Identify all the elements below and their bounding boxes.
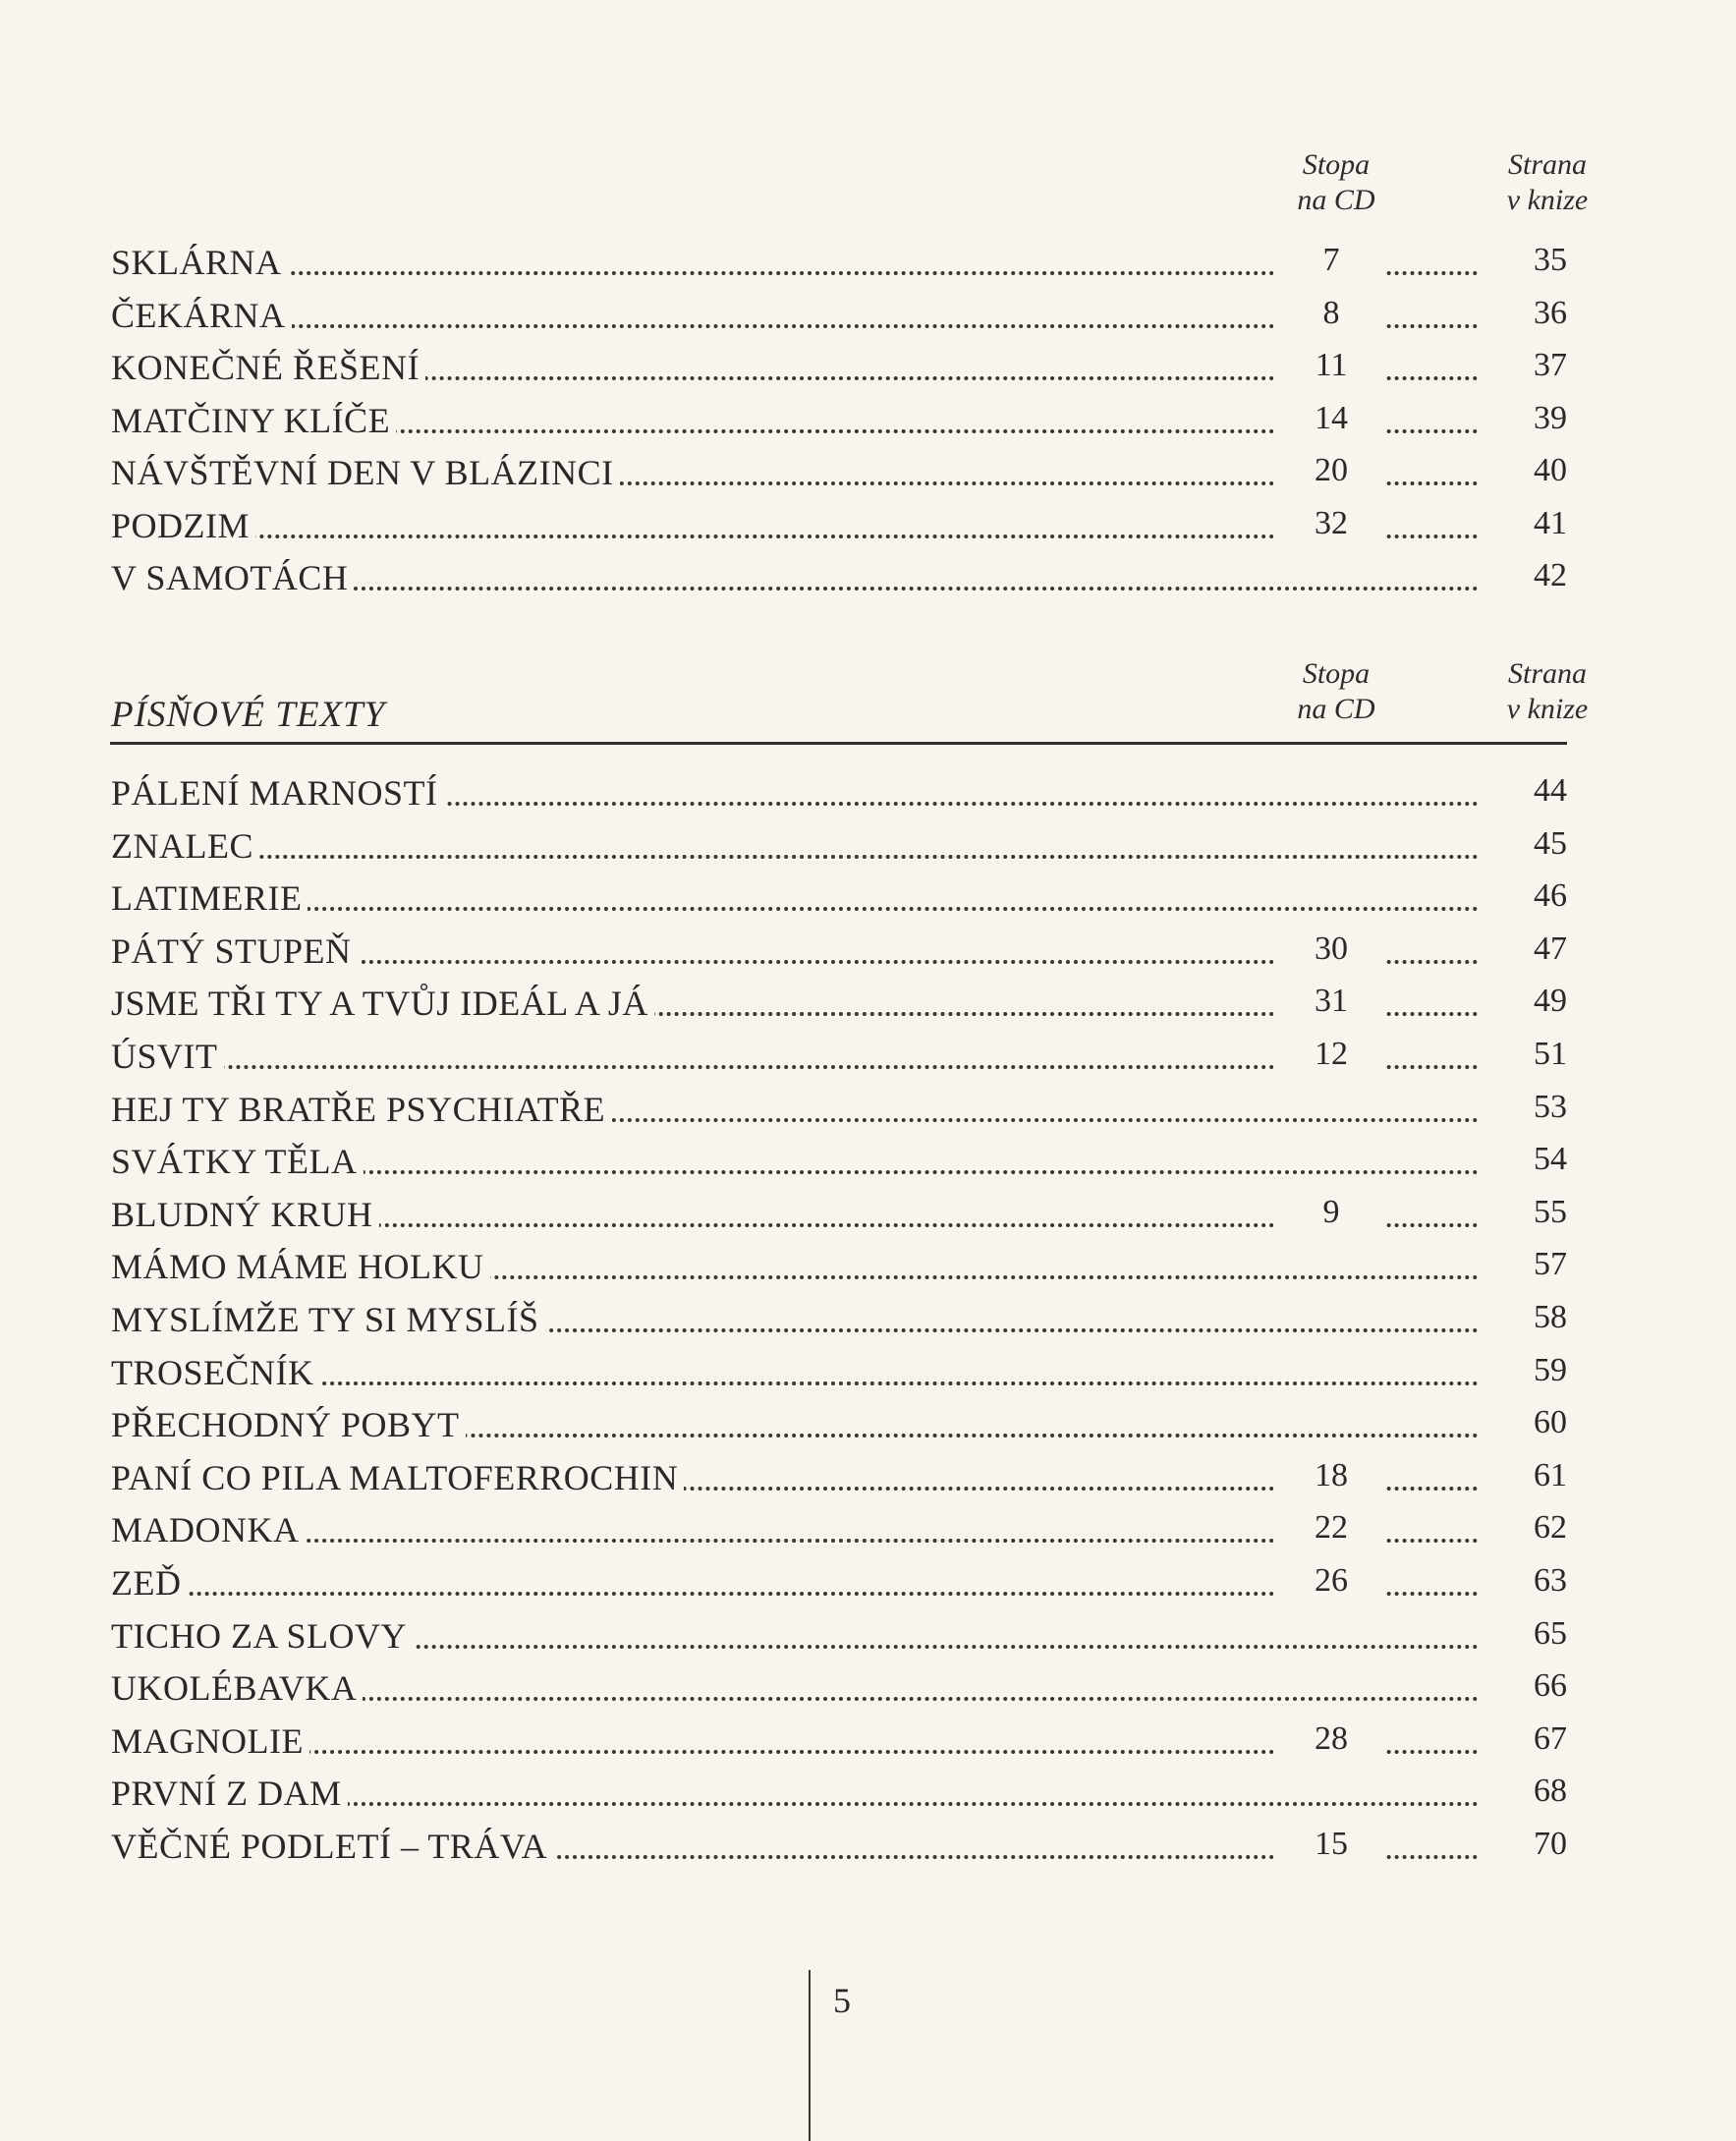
toc-entry-page: 41 — [1488, 505, 1567, 542]
toc-entry — [111, 394, 1567, 443]
dot-leader — [111, 1539, 1479, 1543]
toc-entry — [111, 925, 1567, 974]
toc-entry — [111, 1293, 1567, 1342]
toc-entry-page: 36 — [1488, 295, 1567, 332]
toc-entry — [111, 819, 1567, 869]
toc-entry-page: 60 — [1488, 1404, 1567, 1441]
toc-entry — [111, 1662, 1567, 1711]
toc-entry-cd-track: 30 — [1277, 930, 1385, 968]
toc-entry-page: 45 — [1488, 825, 1567, 863]
toc-entry-cd-track: 20 — [1277, 452, 1385, 489]
toc-entry-page: 70 — [1488, 1826, 1567, 1863]
toc-entry-cd-track: 12 — [1277, 1036, 1385, 1073]
toc-entry-title: BLUDNÝ KRUH — [111, 1194, 379, 1235]
toc-entry-title: JSME TŘI TY A TVŮJ IDEÁL A JÁ — [111, 983, 654, 1024]
toc-entry — [111, 1346, 1567, 1395]
toc-entry-page: 65 — [1488, 1615, 1567, 1653]
toc-entry-page: 54 — [1488, 1141, 1567, 1178]
dot-leader — [111, 1750, 1479, 1754]
toc-entry-cd-track: 31 — [1277, 983, 1385, 1020]
toc-entry-cd-track: 8 — [1277, 295, 1385, 332]
toc-entry-title: PÁLENÍ MARNOSTÍ — [111, 772, 444, 814]
toc-entry — [111, 977, 1567, 1026]
toc-entry — [111, 499, 1567, 548]
toc-entry-title: PODZIM — [111, 505, 255, 546]
toc-entry-page: 51 — [1488, 1036, 1567, 1073]
toc-entry-cd-track: 18 — [1277, 1457, 1385, 1494]
toc-entry — [111, 551, 1567, 600]
dot-leader — [111, 271, 1479, 275]
column-header-stopa-2 — [1258, 656, 1415, 727]
column-header-strana — [1469, 147, 1626, 218]
toc-entry — [111, 1188, 1567, 1237]
toc-entry — [111, 1135, 1567, 1184]
toc-entry — [111, 236, 1567, 285]
toc-entry-page: 59 — [1488, 1352, 1567, 1389]
toc-entry — [111, 1240, 1567, 1289]
toc-entry-title: ÚSVIT — [111, 1036, 224, 1077]
toc-entry — [111, 1030, 1567, 1079]
toc-entry-cd-track: 14 — [1277, 400, 1385, 437]
column-header-stopa-line2: na CD — [1297, 184, 1375, 216]
toc-entry-page: 61 — [1488, 1457, 1567, 1494]
toc-entry-cd-track: 28 — [1277, 1720, 1385, 1758]
toc-entry-title: ZEĎ — [111, 1562, 187, 1604]
toc-entry-page: 67 — [1488, 1720, 1567, 1758]
toc-entry-page: 62 — [1488, 1509, 1567, 1547]
dot-leader — [111, 907, 1479, 911]
toc-entry-page: 58 — [1488, 1299, 1567, 1336]
toc-entry-page: 47 — [1488, 930, 1567, 968]
toc-entry-title: TROSEČNÍK — [111, 1352, 320, 1393]
toc-entry — [111, 289, 1567, 338]
toc-entry-title: MYSLÍMŽE TY SI MYSLÍŠ — [111, 1299, 545, 1340]
toc-entry-title: KONEČNÉ ŘEŠENÍ — [111, 347, 425, 388]
toc-entry-page: 49 — [1488, 983, 1567, 1020]
toc-entry-page: 55 — [1488, 1194, 1567, 1231]
toc-entry-cd-track: 32 — [1277, 505, 1385, 542]
toc-entry-page: 37 — [1488, 347, 1567, 384]
column-header-stopa-line1: Stopa — [1302, 148, 1371, 181]
toc-entry-title: ČEKÁRNA — [111, 295, 292, 336]
toc-entry-title: PANÍ CO PILA MALTOFERROCHIN — [111, 1457, 684, 1498]
toc-entry-page: 42 — [1488, 557, 1567, 594]
toc-entry-page: 53 — [1488, 1089, 1567, 1126]
column-header-stopa-2-line2: na CD — [1297, 693, 1375, 725]
page-number: 5 — [833, 1981, 851, 2020]
toc-entry-title: LATIMERIE — [111, 877, 308, 919]
toc-entry-title: V SAMOTÁCH — [111, 557, 354, 598]
dot-leader — [111, 1592, 1479, 1596]
dot-leader — [111, 535, 1479, 538]
toc-entry-page: 44 — [1488, 772, 1567, 810]
toc-entry-cd-track: 9 — [1277, 1194, 1385, 1231]
dot-leader — [111, 1065, 1479, 1069]
dot-leader — [111, 855, 1479, 859]
toc-entry-title: MADONKA — [111, 1509, 306, 1550]
toc-entry-page: 66 — [1488, 1667, 1567, 1705]
column-header-stopa — [1258, 147, 1415, 218]
page-gutter-line — [809, 1970, 811, 2141]
toc-entry-title: MÁMO MÁME HOLKU — [111, 1246, 490, 1287]
toc-entry-page: 57 — [1488, 1246, 1567, 1283]
section-heading: PÍSŇOVÉ TEXTY — [111, 695, 386, 735]
section-divider — [110, 742, 1567, 745]
toc-entry-title: PŘECHODNÝ POBYT — [111, 1404, 466, 1445]
toc-entry — [111, 1398, 1567, 1447]
toc-entry-title: SKLÁRNA — [111, 242, 288, 283]
toc-entry-title: VĚČNÉ PODLETÍ – TRÁVA — [111, 1826, 553, 1867]
toc-entry — [111, 1715, 1567, 1764]
column-header-strana-line2: v knize — [1506, 184, 1589, 216]
toc-entry-title: MATČINY KLÍČE — [111, 400, 396, 441]
toc-entry — [111, 872, 1567, 921]
column-header-strana-line1: Strana — [1507, 148, 1587, 181]
toc-entry-cd-track: 7 — [1277, 242, 1385, 279]
dot-leader — [111, 324, 1479, 328]
toc-entry-title: UKOLÉBAVKA — [111, 1667, 363, 1709]
toc-entry — [111, 341, 1567, 390]
toc-entry — [111, 1556, 1567, 1606]
toc-entry — [111, 1451, 1567, 1500]
toc-entry — [111, 446, 1567, 495]
toc-entry-title: HEJ TY BRATŘE PSYCHIATŘE — [111, 1089, 611, 1130]
toc-entry — [111, 1767, 1567, 1816]
column-header-strana-2 — [1469, 656, 1626, 727]
toc-entry-title: TICHO ZA SLOVY — [111, 1615, 413, 1657]
toc-entry-cd-track: 22 — [1277, 1509, 1385, 1547]
toc-entry-title: NÁVŠTĚVNÍ DEN V BLÁZINCI — [111, 452, 620, 493]
toc-entry — [111, 1503, 1567, 1552]
toc-entry-title: MAGNOLIE — [111, 1720, 309, 1762]
column-header-stopa-2-line1: Stopa — [1302, 657, 1371, 690]
toc-entry-page: 39 — [1488, 400, 1567, 437]
column-header-strana-2-line1: Strana — [1507, 657, 1587, 690]
toc-entry-title: PÁTÝ STUPEŇ — [111, 930, 358, 972]
toc-entry — [111, 1820, 1567, 1869]
toc-entry-page: 35 — [1488, 242, 1567, 279]
toc-entry-page: 68 — [1488, 1773, 1567, 1810]
toc-entry-cd-track: 15 — [1277, 1826, 1385, 1863]
column-header-strana-2-line2: v knize — [1506, 693, 1589, 725]
toc-entry — [111, 1609, 1567, 1659]
toc-entry — [111, 1083, 1567, 1132]
toc-entry-page: 63 — [1488, 1562, 1567, 1600]
toc-entry-cd-track: 11 — [1277, 347, 1385, 384]
toc-entry — [111, 766, 1567, 816]
toc-entry-page: 46 — [1488, 877, 1567, 915]
toc-entry-page: 40 — [1488, 452, 1567, 489]
toc-entry-title: SVÁTKY TĚLA — [111, 1141, 364, 1182]
toc-entry-title: PRVNÍ Z DAM — [111, 1773, 348, 1814]
toc-entry-cd-track: 26 — [1277, 1562, 1385, 1600]
toc-entry-title: ZNALEC — [111, 825, 259, 867]
